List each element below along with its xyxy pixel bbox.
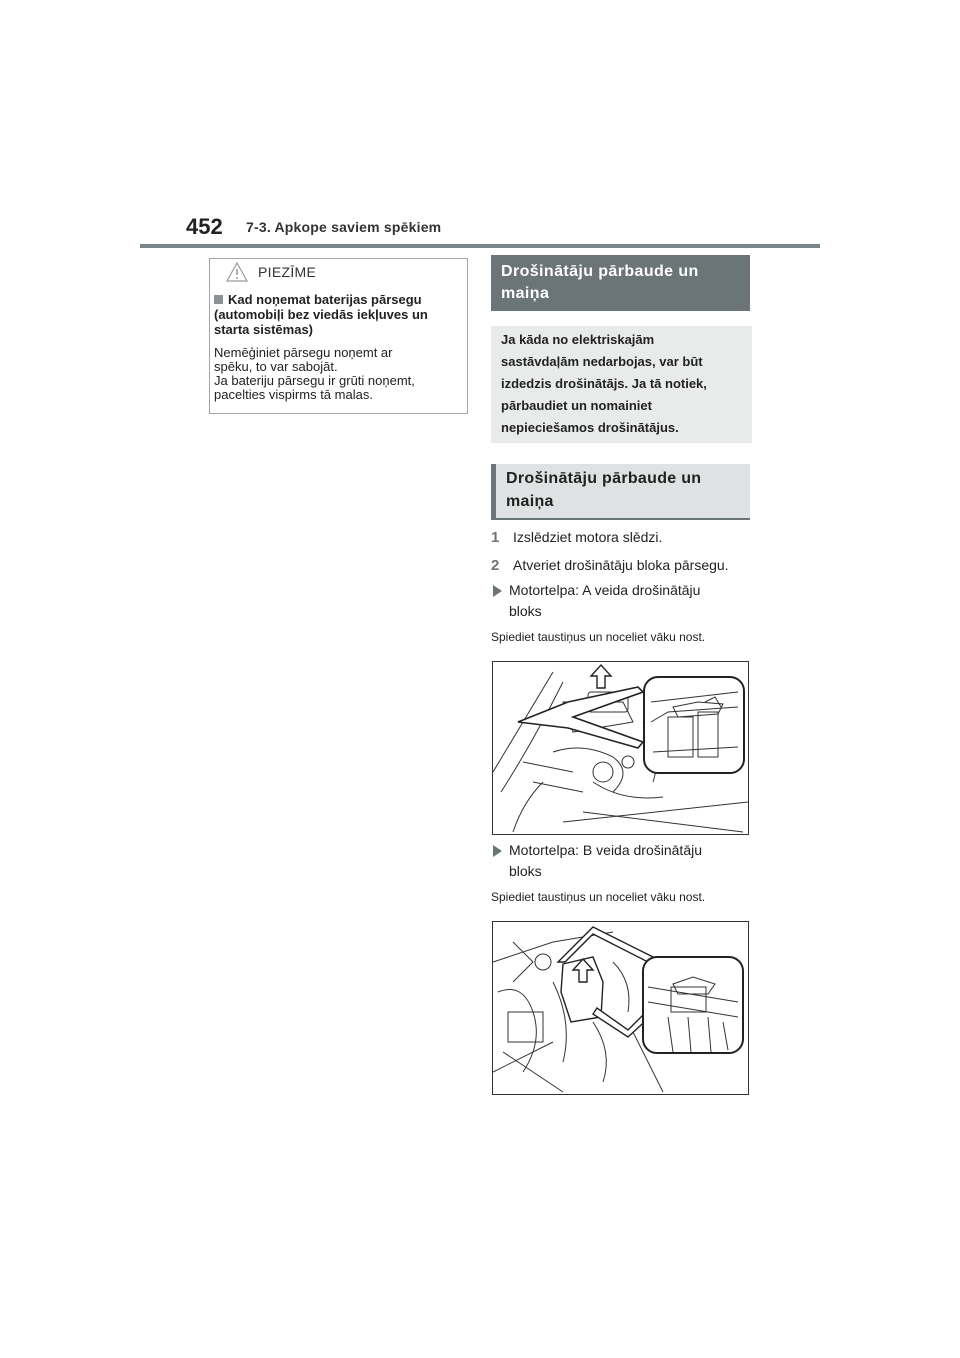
- main-banner-line: maiņa: [501, 285, 550, 302]
- note-title: PIEZĪME: [258, 264, 317, 280]
- figure-fuse-box-a: [492, 661, 749, 835]
- triangle-bullet-icon: [493, 845, 502, 857]
- figure-fuse-box-b: [492, 921, 749, 1095]
- warning-triangle-icon: [226, 262, 248, 282]
- intro-box: [491, 326, 752, 443]
- figure-caption: Spiediet taustiņus un noceliet vāku nost.: [491, 890, 706, 904]
- intro-line: pārbaudiet un nomainiet: [501, 398, 652, 413]
- note-body-line: Ja bateriju pārsegu ir grūti noņemt,: [214, 373, 415, 388]
- pointer-arrow-icon: [518, 687, 643, 748]
- main-section-banner: [491, 255, 750, 311]
- main-banner-line: Drošinātāju pārbaude un: [501, 263, 699, 280]
- engine-bay-illustration: [493, 922, 748, 1094]
- step-1: [491, 529, 662, 546]
- header-rule: [140, 244, 820, 248]
- bullet-fuse-box-b: [493, 840, 748, 882]
- bullet-text: Motortelpa: B veida drošinātāju: [509, 842, 702, 858]
- square-bullet-icon: [214, 295, 223, 304]
- note-header: [210, 259, 467, 285]
- step-text: Izslēdziet motora slēdzi.: [513, 529, 663, 545]
- page-number: 452: [186, 214, 223, 239]
- intro-line: Ja kāda no elektriskajām: [501, 332, 655, 347]
- bullet-text: bloks: [509, 863, 542, 879]
- intro-line: sastāvdaļām nedarbojas, var būt: [501, 354, 703, 369]
- note-body: [214, 346, 464, 402]
- intro-line: nepieciešamos drošinātājus.: [501, 420, 679, 435]
- note-subheading: [214, 292, 462, 337]
- note-body-line: Nemēģiniet pārsegu noņemt ar: [214, 345, 393, 360]
- step-text: Atveriet drošinātāju bloka pārsegu.: [513, 557, 729, 573]
- sub-section-banner: [491, 464, 750, 520]
- sub-banner-line: maiņa: [506, 493, 554, 510]
- up-arrow-icon: [591, 665, 611, 688]
- note-box: [209, 258, 468, 414]
- engine-bay-illustration: [493, 662, 748, 834]
- sub-banner-line: Drošinātāju pārbaude un: [506, 470, 702, 487]
- note-body-line: spēku, to var sabojāt.: [214, 359, 338, 374]
- note-subheading-text: Kad noņemat baterijas pārsegu (automobiļi bez viedās iekļuves un starta sistēmas): [214, 292, 428, 337]
- section-title: 7-3. Apkope saviem spēkiem: [246, 219, 442, 235]
- bullet-fuse-box-a: [493, 580, 748, 622]
- triangle-bullet-icon: [493, 585, 502, 597]
- step-number: 2: [491, 557, 500, 574]
- step-2: [491, 557, 729, 574]
- step-number: 1: [491, 529, 500, 546]
- bullet-text: bloks: [509, 603, 542, 619]
- note-body-line: pacelties vispirms tā malas.: [214, 387, 373, 402]
- pointer-arrow-icon: [558, 927, 653, 962]
- intro-line: izdedzis drošinātājs. Ja tā notiek,: [501, 376, 707, 391]
- bullet-text: Motortelpa: A veida drošinātāju: [509, 582, 701, 598]
- figure-caption: Spiediet taustiņus un noceliet vāku nost.: [491, 630, 706, 644]
